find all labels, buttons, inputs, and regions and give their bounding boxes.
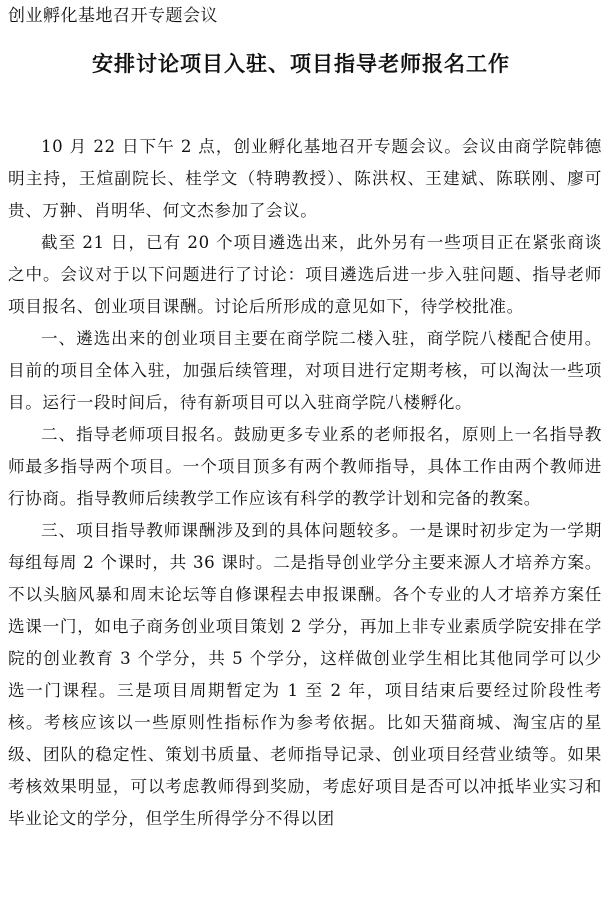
document-title: 安排讨论项目入驻、项目指导老师报名工作	[92, 52, 510, 76]
paragraph-meeting-intro: 10 月 22 日下午 2 点，创业孵化基地召开专题会议。会议由商学院韩德明主持，王煊副院长、桂学文（特聘教授）、陈洪权、王建斌、陈联刚、廖可贵、万翀、肖明华、何文杰参加了会议。	[8, 137, 602, 220]
paragraph-item-two: 二、指导老师项目报名。鼓励更多专业系的老师报名，原则上一名指导教师最多指导两个项目。一个项目顶多有两个教师指导，具体工作由两个教师进行协商。指导教师后续教学工作应该有科学的教学计划和完备的教案。	[8, 425, 602, 508]
document-body	[8, 131, 602, 835]
paragraph-item-one: 一、遴选出来的创业项目主要在商学院二楼入驻，商学院八楼配合使用。目前的项目全体入驻，加强后续管理，对项目进行定期考核，可以淘汰一些项目。运行一段时间后，待有新项目可以入驻商学院八楼孵化。	[8, 329, 602, 412]
paragraph-project-status: 截至 21 日，已有 20 个项目遴选出来，此外另有一些项目正在紧张商谈之中。会议对于以下问题进行了讨论：项目遴选后进一步入驻问题、指导老师项目报名、创业项目课酬。讨论后所形成的意见如下，待学校批准。	[8, 233, 602, 316]
paragraph-item-three: 三、项目指导教师课酬涉及到的具体问题较多。一是课时初步定为一学期每组每周 2 个课时，共 36 课时。二是指导创业学分主要来源人才培养方案。不以头脑风暴和周末论坛等自修课程去申报课酬。各个专业的人才培养方案任选课一门，如电子商务创业项目策划 2 学分，再加上非专业素质学院安排在学院的创业教育 3 个学分，共 5 个学分，这样做创业学生相比其他同学可以少选一门课程。三是项目周期暂定为 1 至 2 年，项目结束后要经过阶段性考核。考核应该以一些原则性指标作为参考依据。比如天猫商城、淘宝店的星级、团队的稳定性、策划书质量、老师指导记录、创业项目经营业绩等。如果考核效果明显，可以考虑教师得到奖励，考虑好项目是否可以冲抵毕业实习和毕业论文的学分，但学生所得学分不得以团	[8, 521, 602, 828]
document-header: 创业孵化基地召开专题会议	[8, 6, 218, 26]
